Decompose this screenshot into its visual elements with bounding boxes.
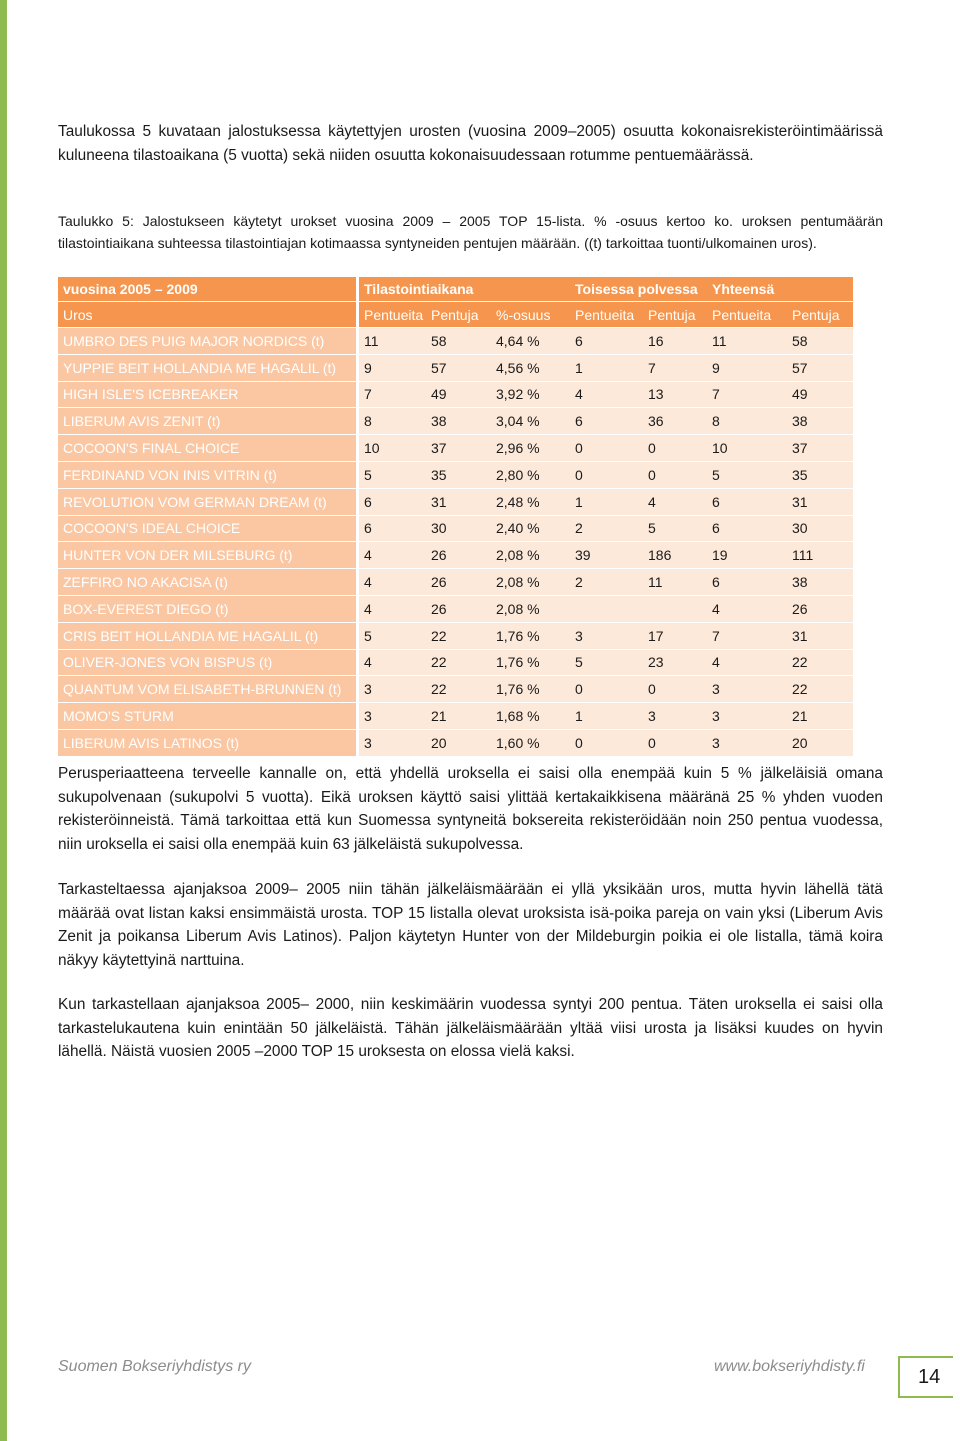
dog-name-cell: COCOON'S FINAL CHOICE	[58, 434, 356, 461]
value-cell: 35	[426, 461, 491, 488]
table-row	[58, 515, 853, 542]
value-cell: 1,68 %	[491, 702, 570, 729]
value-cell: 26	[426, 541, 491, 568]
table-row	[58, 595, 853, 622]
value-cell: 58	[787, 327, 853, 354]
table-row	[58, 649, 853, 676]
value-cell: 21	[426, 702, 491, 729]
value-cell: 22	[787, 649, 853, 676]
value-cell: 3	[707, 729, 787, 756]
value-cell: 4	[356, 568, 426, 595]
table-group-header-row	[58, 277, 853, 301]
value-cell: 6	[356, 515, 426, 542]
table-row	[58, 407, 853, 434]
value-cell: 2,08 %	[491, 541, 570, 568]
dog-name-cell: HUNTER VON DER MILSEBURG (t)	[58, 541, 356, 568]
header-period: vuosina 2005 – 2009	[58, 277, 356, 301]
dog-name-cell: QUANTUM VOM ELISABETH-BRUNNEN (t)	[58, 675, 356, 702]
value-cell: 16	[643, 327, 707, 354]
table-caption: Taulukko 5: Jalostukseen käytetyt urokset vuosina 2009 – 2005 TOP 15-lista. % -osuus kertoo ko. uroksen pentumäärän tilastointiaikana suhteessa tilastointiajan kotimaassa syntyneiden pentujen määrään. ((t) tarkoittaa tuonti/ulkomainen uros).	[58, 213, 883, 251]
value-cell: 31	[787, 488, 853, 515]
value-cell: 10	[356, 434, 426, 461]
table-row	[58, 675, 853, 702]
value-cell: 7	[707, 622, 787, 649]
value-cell: 0	[643, 729, 707, 756]
table-row	[58, 488, 853, 515]
table-row	[58, 434, 853, 461]
value-cell: 1	[570, 702, 643, 729]
value-cell: 38	[426, 407, 491, 434]
value-cell: 11	[356, 327, 426, 354]
value-cell: 4	[707, 595, 787, 622]
value-cell: 4	[570, 381, 643, 408]
table-row	[58, 327, 853, 354]
value-cell: 37	[787, 434, 853, 461]
column-header: Uros	[58, 301, 356, 327]
column-header: Pentuja	[787, 301, 853, 327]
value-cell: 4	[356, 541, 426, 568]
value-cell: 7	[643, 354, 707, 381]
value-cell: 4	[707, 649, 787, 676]
column-header: Pentuja	[643, 301, 707, 327]
header-stat-period: Tilastointiaikana	[356, 277, 570, 301]
value-cell: 23	[643, 649, 707, 676]
value-cell: 0	[570, 675, 643, 702]
value-cell: 0	[643, 434, 707, 461]
value-cell: 36	[643, 407, 707, 434]
dog-name-cell: YUPPIE BEIT HOLLANDIA ME HAGALIL (t)	[58, 354, 356, 381]
value-cell: 3,04 %	[491, 407, 570, 434]
value-cell: 38	[787, 568, 853, 595]
value-cell: 1,76 %	[491, 622, 570, 649]
table-row	[58, 541, 853, 568]
value-cell: 31	[787, 622, 853, 649]
column-header: Pentueita	[356, 301, 426, 327]
value-cell: 3	[356, 702, 426, 729]
header-total: Yhteensä	[707, 277, 853, 301]
value-cell: 7	[356, 381, 426, 408]
value-cell: 22	[426, 622, 491, 649]
value-cell: 186	[643, 541, 707, 568]
column-header: Pentueita	[707, 301, 787, 327]
paragraph-period-2009-2005: Tarkasteltaessa ajanjaksoa 2009– 2005 niin tähän jälkeläismäärään ei yllä yksikään uros, mutta hyvin lähellä tätä määrää ovat listan kaksi ensimmäistä urosta. TOP 15 listalla olevat uroksista isä-poika pareja on vain yksi (Liberum Avis Zenit ja poikansa Liberum Avis Latinos). Paljon käytetyn Hunter von der Mildeburgin poikia ei ole listalla, tämä koira näkyy käytettyinä narttuina.	[58, 881, 883, 969]
value-cell: 4	[356, 649, 426, 676]
value-cell: 21	[787, 702, 853, 729]
value-cell: 9	[707, 354, 787, 381]
dog-name-cell: UMBRO DES PUIG MAJOR NORDICS (t)	[58, 327, 356, 354]
value-cell: 26	[426, 568, 491, 595]
value-cell: 8	[356, 407, 426, 434]
value-cell: 1	[570, 354, 643, 381]
dog-name-cell: LIBERUM AVIS LATINOS (t)	[58, 729, 356, 756]
value-cell: 1,76 %	[491, 675, 570, 702]
paragraph-principle: Perusperiaatteena terveelle kannalle on, että yhdellä uroksella ei saisi olla enempää kuin 5 % jälkeläisiä omana sukupolvenaan (sukupolvi 5 vuotta). Eikä uroksen käyttö saisi ylittää kertakaikkisena määränä 25 % yhden vuoden rekisteröinneistä. Tämä tarkoittaa että kun Suomessa syntyneitä boksereita rekisteröidään noin 250 pentua vuodessa, niin uroksella ei saisi olla enempää kuin 63 jälkeläistä sukupolvessa.	[58, 765, 883, 853]
table-row	[58, 622, 853, 649]
value-cell: 39	[570, 541, 643, 568]
value-cell: 3	[643, 702, 707, 729]
value-cell: 3	[570, 622, 643, 649]
value-cell: 10	[707, 434, 787, 461]
dog-name-cell: REVOLUTION VOM GERMAN DREAM (t)	[58, 488, 356, 515]
value-cell: 30	[787, 515, 853, 542]
value-cell: 58	[426, 327, 491, 354]
value-cell: 31	[426, 488, 491, 515]
value-cell: 22	[426, 649, 491, 676]
dog-name-cell: HIGH ISLE'S ICEBREAKER	[58, 381, 356, 408]
paragraph-period-2005-2000: Kun tarkastellaan ajanjaksoa 2005– 2000, niin keskimäärin vuodessa syntyi 200 pentua. Täten uroksella ei saisi olla tarkastelukautena kuin enintään 50 jälkeläistä. Tähän jälkeläismäärään yltää viisi urosta ja lisäksi kuudes on hyvin lähellä. Näistä vuosien 2005 –2000 TOP 15 uroksesta on elossa vielä kaksi.	[58, 996, 883, 1060]
value-cell: 9	[356, 354, 426, 381]
value-cell	[570, 595, 643, 622]
table-row	[58, 461, 853, 488]
value-cell: 2,08 %	[491, 568, 570, 595]
value-cell: 4	[356, 595, 426, 622]
value-cell: 38	[787, 407, 853, 434]
value-cell: 111	[787, 541, 853, 568]
table-row	[58, 381, 853, 408]
value-cell: 2,96 %	[491, 434, 570, 461]
value-cell: 8	[707, 407, 787, 434]
value-cell: 26	[426, 595, 491, 622]
value-cell: 49	[787, 381, 853, 408]
value-cell: 11	[643, 568, 707, 595]
value-cell: 11	[707, 327, 787, 354]
value-cell: 2	[570, 515, 643, 542]
column-header: Pentueita	[570, 301, 643, 327]
header-second-generation: Toisessa polvessa	[570, 277, 707, 301]
value-cell: 5	[707, 461, 787, 488]
value-cell: 0	[643, 675, 707, 702]
page-left-border	[0, 0, 7, 1441]
column-header: %-osuus	[491, 301, 570, 327]
page-number: 14	[918, 1366, 941, 1388]
dog-name-cell: COCOON'S IDEAL CHOICE	[58, 515, 356, 542]
value-cell: 2,48 %	[491, 488, 570, 515]
value-cell: 13	[643, 381, 707, 408]
value-cell: 4,64 %	[491, 327, 570, 354]
value-cell: 5	[643, 515, 707, 542]
value-cell: 22	[787, 675, 853, 702]
value-cell: 0	[570, 461, 643, 488]
value-cell: 4,56 %	[491, 354, 570, 381]
value-cell: 2	[570, 568, 643, 595]
value-cell: 20	[426, 729, 491, 756]
dog-name-cell: ZEFFIRO NO AKACISA (t)	[58, 568, 356, 595]
value-cell: 1	[570, 488, 643, 515]
value-cell: 4	[643, 488, 707, 515]
value-cell: 5	[356, 461, 426, 488]
value-cell: 0	[570, 434, 643, 461]
value-cell: 30	[426, 515, 491, 542]
value-cell: 1,60 %	[491, 729, 570, 756]
value-cell: 3	[356, 675, 426, 702]
value-cell: 2,08 %	[491, 595, 570, 622]
value-cell: 0	[570, 729, 643, 756]
dog-name-cell: CRIS BEIT HOLLANDIA ME HAGALIL (t)	[58, 622, 356, 649]
dog-name-cell: BOX-EVEREST DIEGO (t)	[58, 595, 356, 622]
value-cell: 2,80 %	[491, 461, 570, 488]
column-header: Pentuja	[426, 301, 491, 327]
value-cell: 3	[707, 702, 787, 729]
value-cell: 5	[570, 649, 643, 676]
table-row	[58, 568, 853, 595]
value-cell: 6	[707, 488, 787, 515]
value-cell: 3	[707, 675, 787, 702]
value-cell: 17	[643, 622, 707, 649]
value-cell: 37	[426, 434, 491, 461]
value-cell: 57	[787, 354, 853, 381]
value-cell: 5	[356, 622, 426, 649]
table-row	[58, 702, 853, 729]
value-cell: 19	[707, 541, 787, 568]
dog-name-cell: LIBERUM AVIS ZENIT (t)	[58, 407, 356, 434]
value-cell: 6	[356, 488, 426, 515]
table-row	[58, 729, 853, 756]
value-cell: 0	[643, 461, 707, 488]
dog-name-cell: OLIVER-JONES VON BISPUS (t)	[58, 649, 356, 676]
table-body	[58, 327, 853, 756]
value-cell: 6	[570, 407, 643, 434]
value-cell: 3,92 %	[491, 381, 570, 408]
stud-dogs-table	[58, 277, 853, 756]
footer-url: www.bokseriyhdisty.fi	[714, 1358, 865, 1375]
value-cell: 7	[707, 381, 787, 408]
value-cell: 6	[570, 327, 643, 354]
table-column-header-row	[58, 301, 853, 327]
table-row	[58, 354, 853, 381]
value-cell: 49	[426, 381, 491, 408]
value-cell: 3	[356, 729, 426, 756]
value-cell: 6	[707, 515, 787, 542]
value-cell: 35	[787, 461, 853, 488]
value-cell: 6	[707, 568, 787, 595]
value-cell: 20	[787, 729, 853, 756]
value-cell: 26	[787, 595, 853, 622]
intro-paragraph: Taulukossa 5 kuvataan jalostuksessa käytettyjen urosten (vuosina 2009–2005) osuutta kokonaisrekisteröintimäärissä kuluneena tilastoaikana (5 vuotta) sekä niiden osuutta kokonaisuudessaan rotumme pentuemäärässä.	[58, 123, 883, 164]
dog-name-cell: MOMO'S STURM	[58, 702, 356, 729]
value-cell: 22	[426, 675, 491, 702]
value-cell	[643, 595, 707, 622]
footer-organization: Suomen Bokseriyhdistys ry	[58, 1358, 251, 1375]
value-cell: 1,76 %	[491, 649, 570, 676]
value-cell: 57	[426, 354, 491, 381]
dog-name-cell: FERDINAND VON INIS VITRIN (t)	[58, 461, 356, 488]
value-cell: 2,40 %	[491, 515, 570, 542]
